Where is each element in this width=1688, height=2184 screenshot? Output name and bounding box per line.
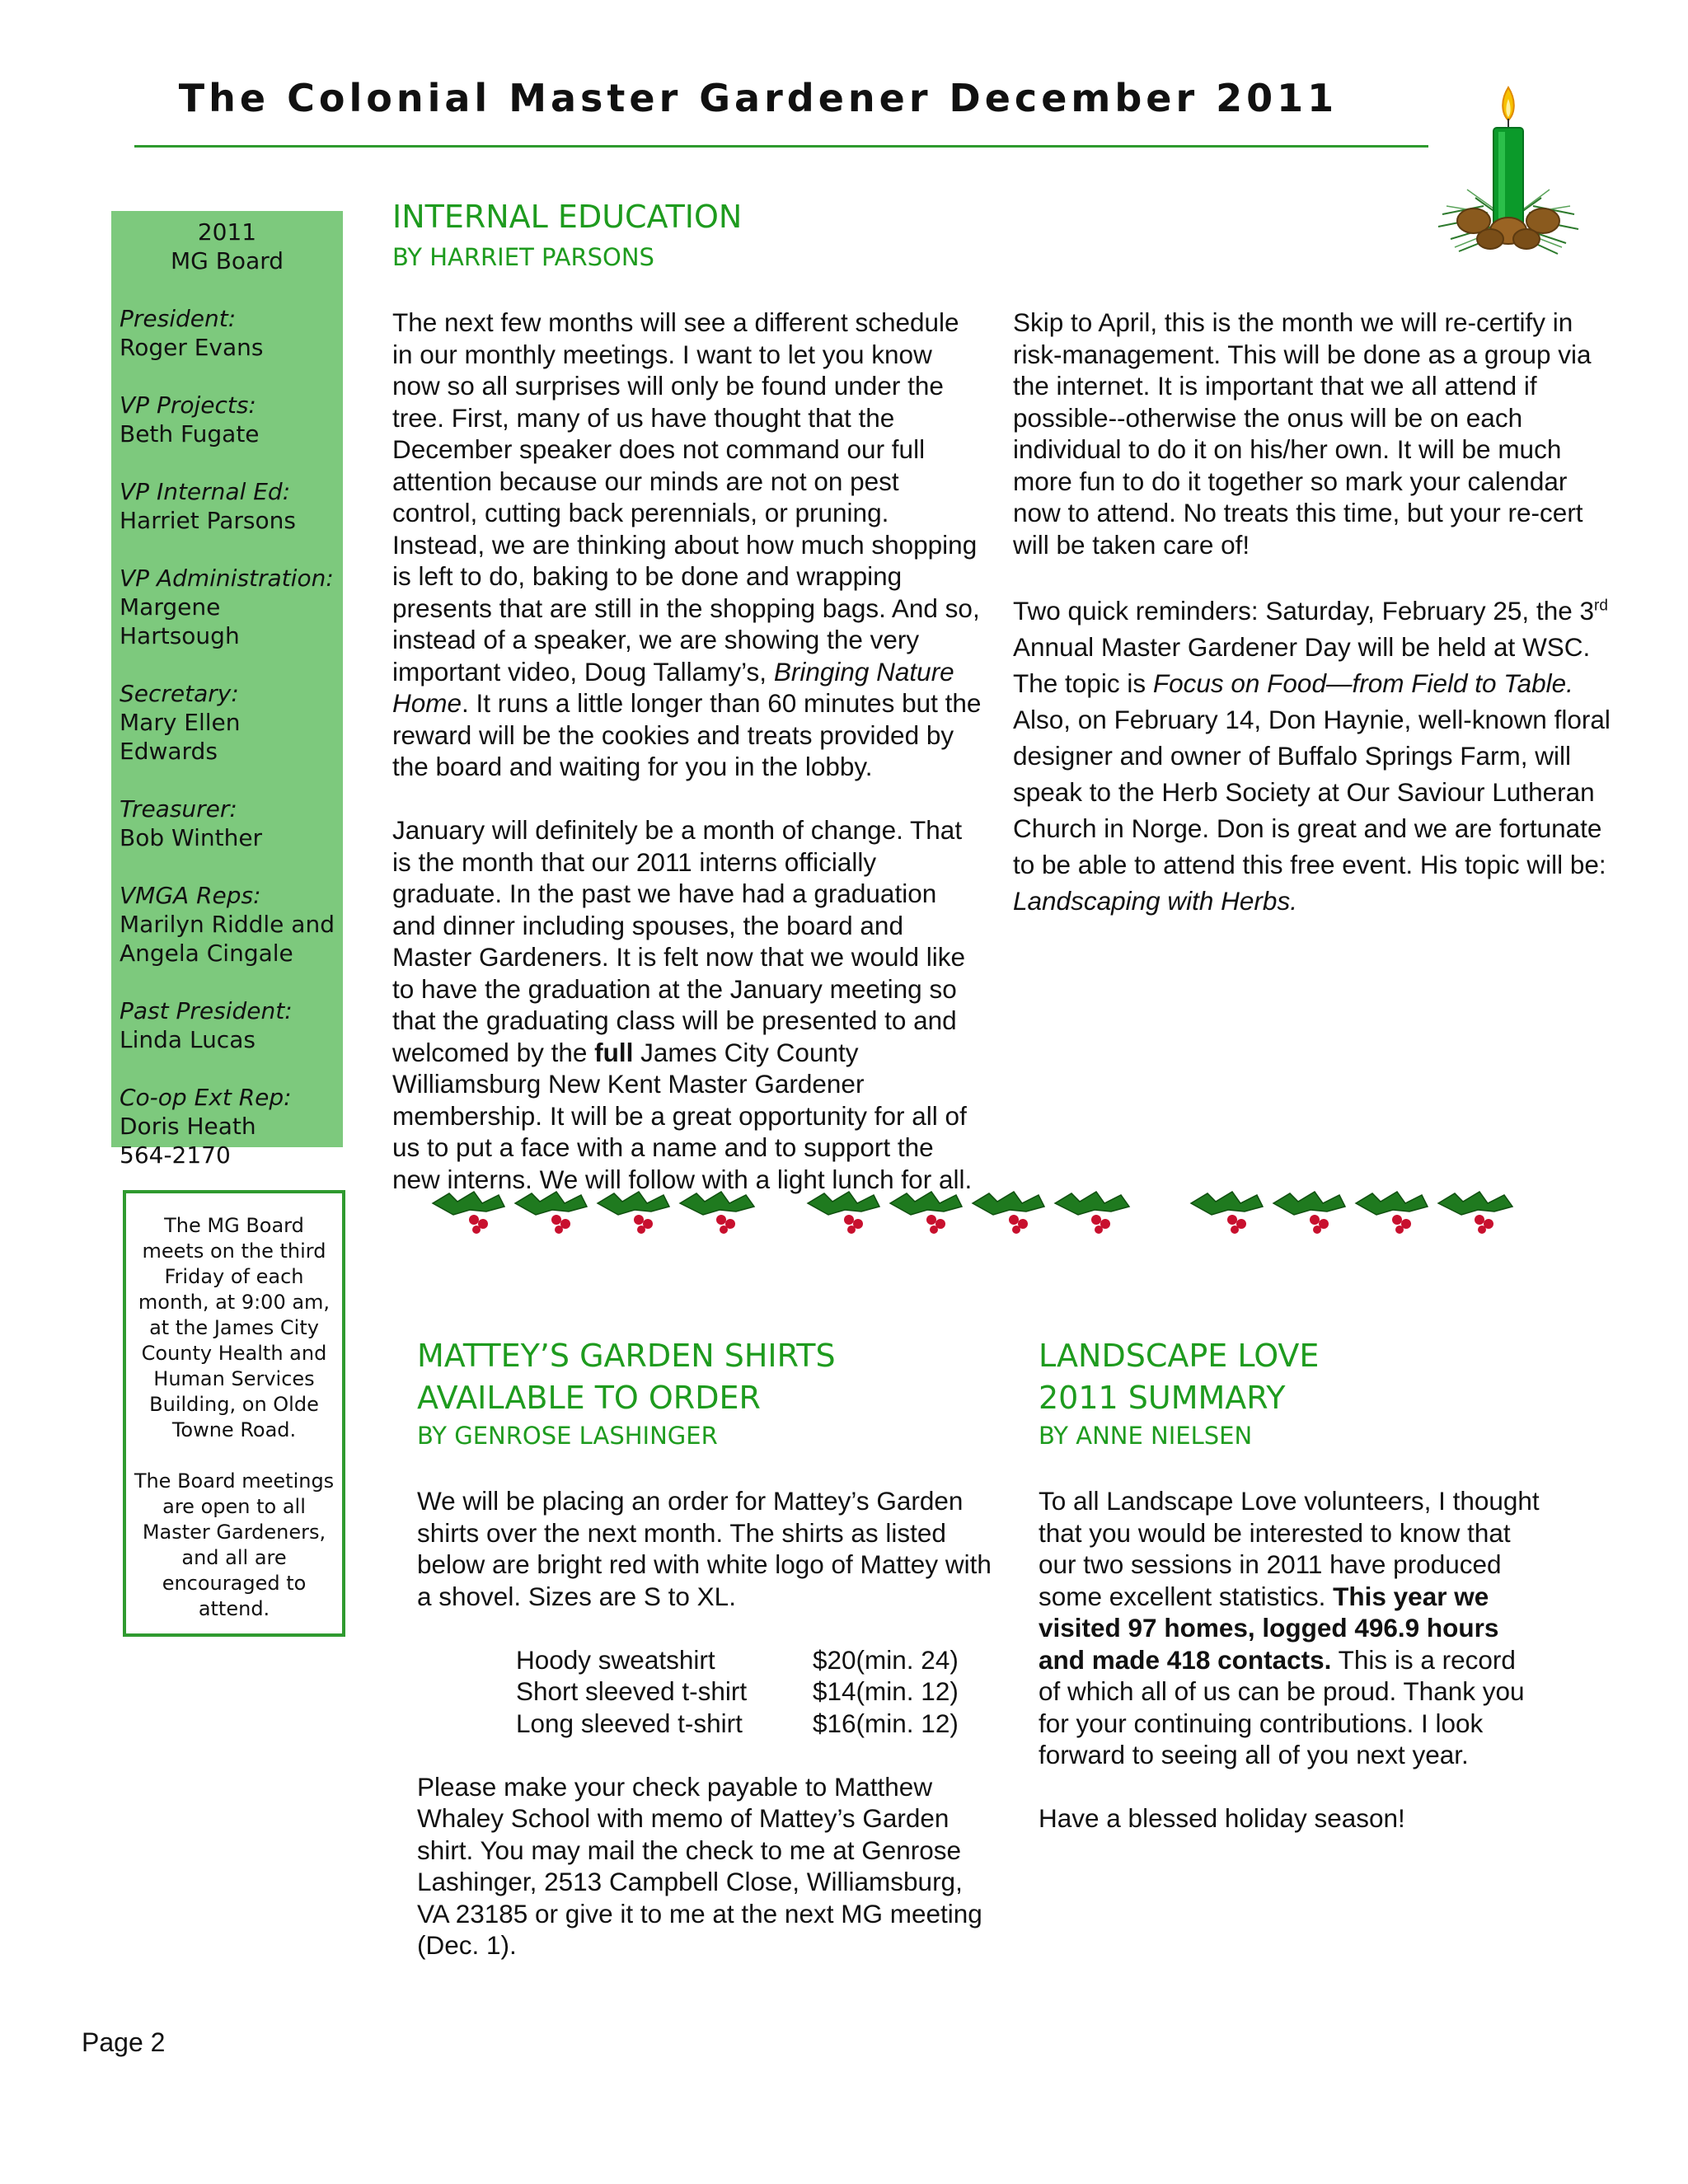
board-name: Harriet Parsons	[120, 507, 296, 534]
internal-education-paragraph-3: Skip to April, this is the month we will re-certify in risk-management. This will be done as a group via the internet. It is important that we all attend if possible--otherwise the onus will be on each individual to do it on his/her own. It will be much more fun to do it together so mark your calendar now to attend. No treats this time, but your re-cert will be taken care of!	[1013, 307, 1592, 560]
board-role: President:	[120, 305, 237, 332]
video-title: Bringing Nature Home	[392, 656, 954, 718]
landscape-love-byline: BY ANNE NIELSEN	[1039, 1422, 1253, 1450]
paragraph-text: Annual Master Gardener Day will be held at WSC. The topic is	[1013, 631, 1591, 698]
statistics-text: This year we visited 97 homes, logged 496.9 hours and made 418 contacts.	[1039, 1581, 1499, 1675]
emphasis-text: full	[594, 1037, 634, 1067]
landscape-love-paragraph-1	[1039, 1485, 1541, 1771]
price-item: Long sleeved t-shirt	[516, 1708, 743, 1738]
paragraph-text: James City County Williamsburg New Kent Master Gardener membership. It will be a great opportunity for all of us to put a face with a name and to support the new interns. We will follow with a light lunch for all.	[392, 1037, 973, 1194]
landscape-love-body	[1039, 1485, 1541, 1835]
holly-garland-decoration	[1187, 1187, 1520, 1236]
board-member	[111, 564, 343, 650]
garden-shirts-body	[417, 1485, 994, 1612]
shirt-price-list	[516, 1644, 994, 1740]
garden-shirts-paragraph-1: We will be placing an order for Mattey’s Garden shirts over the next month. The shirts as listed below are bright red with white logo of Mattey with a shovel. Sizes are S to XL.	[417, 1486, 992, 1611]
board-member	[111, 679, 343, 766]
price-value: $16(min. 12)	[813, 1708, 959, 1738]
holly-garland-decoration	[429, 1187, 762, 1236]
paragraph-text: This is a record of which all of us can be proud. Thank you for your continuing contributions. I look forward to seeing all of you next year.	[1039, 1644, 1525, 1769]
paragraph-text: Two quick reminders: Saturday, February 25, the 3	[1013, 595, 1594, 626]
garden-shirts-byline: BY GENROSE LASHINGER	[417, 1422, 718, 1450]
board-name: Doris Heath	[120, 1113, 256, 1140]
event-topic: Focus on Food—from Field to Table.	[1152, 668, 1573, 698]
garden-shirts-paragraph-2: Please make your check payable to Matthew Whaley School with memo of Mattey’s Garden shirt. You may mail the check to me at Genrose Lashinger, 2513 Campbell Close, Williamsburg, VA 23185 or give it to me at the next MG meeting (Dec. 1).	[417, 1771, 982, 1960]
paragraph-text: The next few months will see a different schedule in our monthly meetings. I want to let you know now so all surprises will only be found under the tree. First, many of us have thought that the December speaker does not command our full attention because our minds are not on pest control, cutting back perennials, or pruning. Instead, we are thinking about how much shopping is left to do, baking to be done and wrapping presents that are still in the shopping bags. And so, instead of a speaker, we are showing the very important video, Doug Tallamy’s,	[392, 307, 980, 687]
board-role: VP Administration:	[120, 565, 334, 592]
landscape-love-title-line-2: 2011 SUMMARY	[1039, 1380, 1286, 1416]
paragraph-text: January will definitely be a month of change. That is the month that our 2011 interns officially graduate. In the past we have had a graduation and dinner including spouses, the board and Master Gardeners. It is felt now that we would like to have the graduation at the January meeting so that the graduating class will be presented to and welcomed by the	[392, 815, 966, 1067]
title-rule	[134, 145, 1428, 148]
board-member	[111, 881, 343, 968]
board-heading	[111, 218, 343, 275]
board-meeting-note	[123, 1190, 345, 1637]
board-name: Margene Hartsough	[120, 593, 240, 649]
price-value: $14(min. 12)	[813, 1676, 959, 1706]
page-number: Page 2	[82, 2027, 166, 2057]
internal-education-title: INTERNAL EDUCATION	[392, 199, 743, 235]
paragraph-text: To all Landscape Love volunteers, I thought that you would be interested to know that our two sessions in 2011 have produced some excellent statistics.	[1039, 1486, 1540, 1611]
price-row	[516, 1675, 994, 1708]
mg-board-sidebar	[111, 211, 343, 1169]
internal-education-byline: BY HARRIET PARSONS	[392, 243, 654, 271]
talk-topic: Landscaping with Herbs.	[1013, 885, 1297, 916]
price-value: $20(min. 24)	[813, 1644, 959, 1675]
internal-education-paragraph-1	[392, 307, 982, 783]
page-title: The Colonial Master Gardener December 2011	[178, 76, 1339, 120]
price-row	[516, 1644, 994, 1676]
landscape-love-title-line-1: LANDSCAPE LOVE	[1039, 1338, 1320, 1374]
board-name: Roger Evans	[120, 334, 264, 361]
board-role: VMGA Reps:	[120, 882, 261, 909]
board-role: Secretary:	[120, 680, 239, 707]
board-name-line2: Angela Cingale	[120, 940, 293, 967]
board-member	[111, 996, 343, 1054]
board-role: Treasurer:	[120, 795, 237, 823]
board-member	[111, 477, 343, 535]
board-heading-label: MG Board	[170, 247, 284, 274]
holly-garland-decoration	[804, 1187, 1137, 1236]
garden-shirts-article	[417, 1335, 994, 1993]
board-phone: 564-2170	[120, 1141, 231, 1169]
price-item: Hoody sweatshirt	[516, 1644, 715, 1675]
board-role: VP Internal Ed:	[120, 478, 291, 505]
garden-shirts-title-line-2: AVAILABLE TO ORDER	[417, 1380, 761, 1416]
ordinal-suffix: rd	[1594, 597, 1608, 614]
paragraph-text: . It runs a little longer than 60 minutes but the reward will be the cookies and treats provided by the board and waiting for you in the lobby.	[392, 688, 982, 781]
board-role: Past President:	[120, 997, 293, 1024]
board-meeting-open: The Board meetings are open to all Master Gardeners, and all are encouraged to attend.	[134, 1469, 335, 1620]
board-role: VP Projects:	[120, 391, 256, 419]
board-role: Co-op Ext Rep:	[120, 1084, 292, 1111]
board-member	[111, 304, 343, 362]
board-name: Marilyn Riddle and	[120, 911, 335, 938]
garden-shirts-title-line-1: MATTEY’S GARDEN SHIRTS	[417, 1338, 836, 1374]
board-member	[111, 1083, 343, 1169]
landscape-love-article	[1039, 1335, 1541, 1866]
board-name: Bob Winther	[120, 824, 263, 851]
board-name: Linda Lucas	[120, 1026, 256, 1053]
garden-shirts-body-2	[417, 1771, 994, 1961]
landscape-love-paragraph-2: Have a blessed holiday season!	[1039, 1803, 1405, 1833]
internal-education-column-2	[1013, 307, 1619, 950]
internal-education-paragraph-2	[392, 814, 982, 1195]
board-member	[111, 391, 343, 448]
paragraph-text: Also, on February 14, Don Haynie, well-known floral designer and owner of Buffalo Springs Farm, will speak to the Herb Society at Our Saviour Lutheran Church in Norge. Don is great and we are fortunate to be able to attend this free event. His topic will be:	[1013, 704, 1611, 879]
board-name: Beth Fugate	[120, 420, 260, 448]
internal-education-paragraph-4	[1013, 593, 1619, 919]
candle-icon	[1426, 82, 1591, 272]
board-member	[111, 794, 343, 852]
board-meeting-schedule: The MG Board meets on the third Friday of each month, at 9:00 am, at the James City County Health and Human Services Building, on Olde Towne Road.	[138, 1214, 331, 1441]
price-item: Short sleeved t-shirt	[516, 1676, 748, 1706]
board-heading-year: 2011	[197, 218, 257, 246]
board-name: Mary Ellen Edwards	[120, 709, 241, 765]
price-row	[516, 1708, 994, 1740]
internal-education-column-1	[392, 307, 982, 1227]
